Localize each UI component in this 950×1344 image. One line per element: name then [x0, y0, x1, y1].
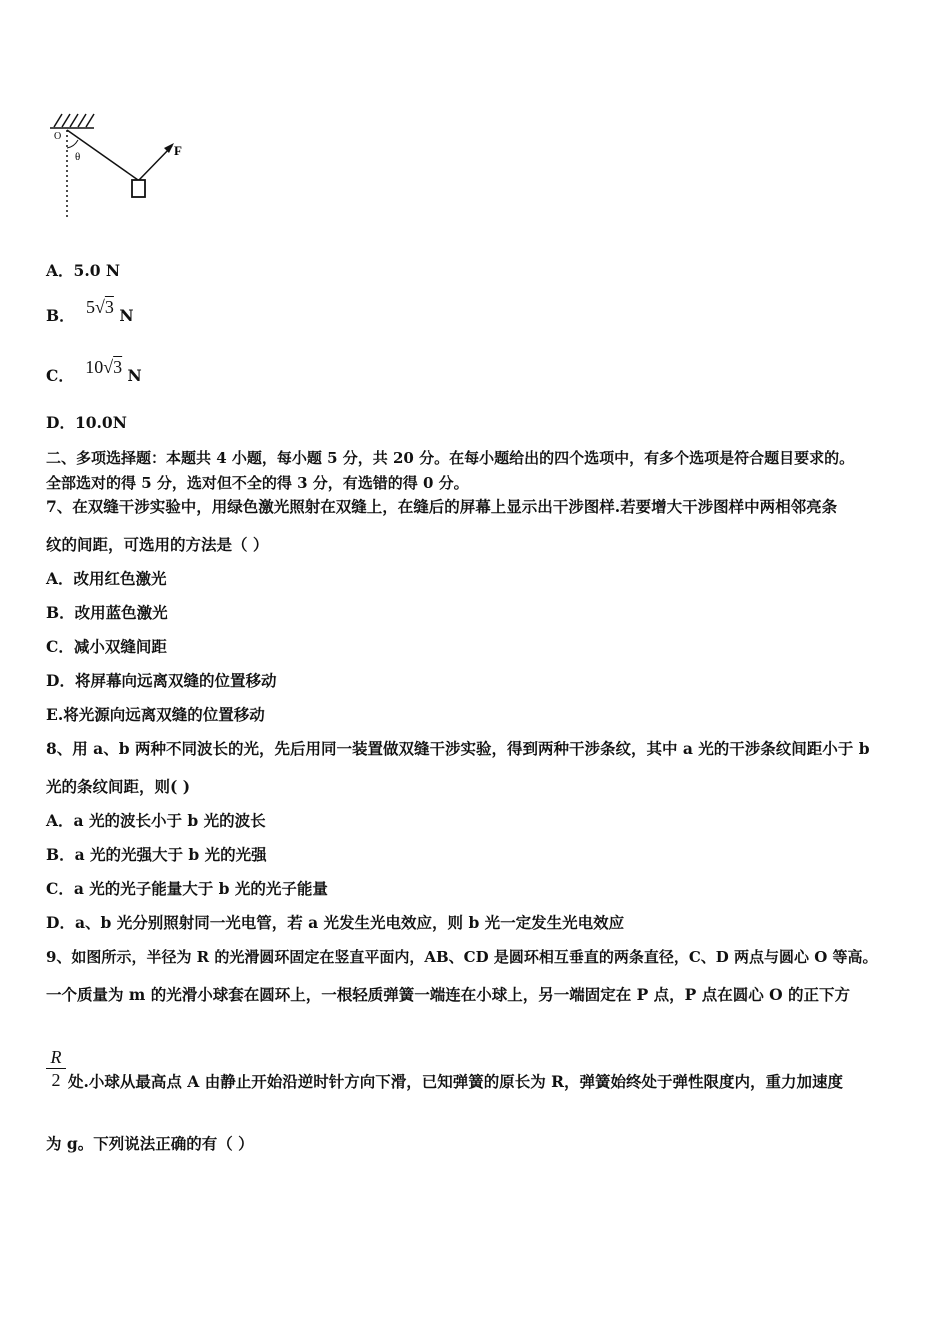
- q7-option-e[interactable]: E.将光源向远离双缝的位置移动: [46, 705, 265, 724]
- option-letter: B．: [46, 306, 75, 325]
- option-c[interactable]: [46, 357, 142, 386]
- q8-stem-line2: 光的条纹间距，则( ): [46, 777, 191, 796]
- q7-option-b[interactable]: B．改用蓝色激光: [46, 603, 168, 622]
- option-text: 5.0 N: [73, 261, 121, 280]
- q9-stem-line3: 处.小球从最高点 A 由静止开始沿逆时针方向下滑，已知弹簧的原长为 R，弹簧始终处于弹性限度内，重力加速度: [68, 1072, 843, 1091]
- force-arrow: [139, 146, 172, 180]
- q8-option-c[interactable]: C．a 光的光子能量大于 b 光的光子能量: [46, 879, 328, 898]
- force-diagram: [46, 108, 196, 224]
- label-o: O: [54, 131, 62, 142]
- q9-stem-line1: 9、如图所示，半径为 R 的光滑圆环固定在竖直平面内，AB、CD 是圆环相互垂直的两条直径，C、D 两点与圆心 O 等高。: [46, 948, 878, 966]
- q7-option-a[interactable]: A．改用红色激光: [46, 569, 167, 588]
- fraction-numerator: R: [50, 1047, 62, 1067]
- option-value: [85, 357, 122, 377]
- section-header-line2: 全部选对的得 5 分，选对但不全的得 3 分，有选错的得 0 分。: [46, 474, 469, 492]
- q8-option-d[interactable]: D．a、b 光分别照射同一光电管，若 a 光发生光电效应，则 b 光一定发生光电效应: [46, 913, 625, 932]
- unit: N: [119, 306, 134, 325]
- q8-option-a[interactable]: A．a 光的波长小于 b 光的波长: [46, 811, 266, 830]
- arrow-head-icon: [164, 143, 174, 153]
- section-header-line1: 二、多项选择题：本题共 4 小题，每小题 5 分，共 20 分。在每小题给出的四个选项中，有多个选项是符合题目要求的。: [46, 449, 855, 467]
- coefficient: 10: [85, 357, 104, 377]
- option-value: [86, 297, 114, 317]
- label-f: F: [174, 143, 182, 158]
- q7-stem-line2: 纹的间距，可选用的方法是（ ）: [46, 535, 269, 554]
- angle-arc: [67, 140, 78, 148]
- sqrt-icon: √: [103, 357, 114, 377]
- radicand: 3: [104, 297, 114, 317]
- option-b[interactable]: [46, 297, 134, 326]
- fraction-denominator: 2: [46, 1068, 66, 1091]
- q7-option-d[interactable]: D．将屏幕向远离双缝的位置移动: [46, 671, 277, 690]
- sqrt-icon: √: [95, 297, 105, 317]
- option-a[interactable]: [46, 261, 120, 281]
- option-text: 10.0N: [74, 413, 127, 432]
- fraction-r-over-2: [46, 1046, 66, 1091]
- option-letter: A．: [46, 261, 74, 280]
- q8-option-b[interactable]: B．a 光的光强大于 b 光的光强: [46, 845, 267, 864]
- q8-stem-line1: 8、用 a、b 两种不同波长的光，先后用同一装置做双缝干涉实验，得到两种干涉条纹，其中 a 光的干涉条纹间距小于 b: [46, 739, 870, 758]
- q9-stem-line2: 一个质量为 m 的光滑小球套在圆环上，一根轻质弹簧一端连在小球上，另一端固定在 P 点，P 点在圆心 O 的正下方: [46, 985, 850, 1004]
- coefficient: 5: [86, 297, 96, 317]
- q9-stem-line4: 为 g。下列说法正确的有（ ）: [46, 1134, 254, 1153]
- option-d[interactable]: [46, 413, 127, 433]
- radicand: 3: [113, 357, 123, 377]
- q7-option-c[interactable]: C．减小双缝间距: [46, 637, 167, 656]
- ceiling-hatch: [50, 114, 94, 128]
- unit: N: [127, 366, 142, 385]
- hanging-block: [132, 180, 145, 197]
- option-letter: D．: [46, 413, 75, 432]
- q7-stem-line1: 7、在双缝干涉实验中，用绿色激光照射在双缝上，在缝后的屏幕上显示出干涉图样.若要增大干涉图样中两相邻亮条: [46, 497, 838, 516]
- option-letter: C．: [46, 366, 74, 385]
- label-theta: θ: [75, 151, 81, 163]
